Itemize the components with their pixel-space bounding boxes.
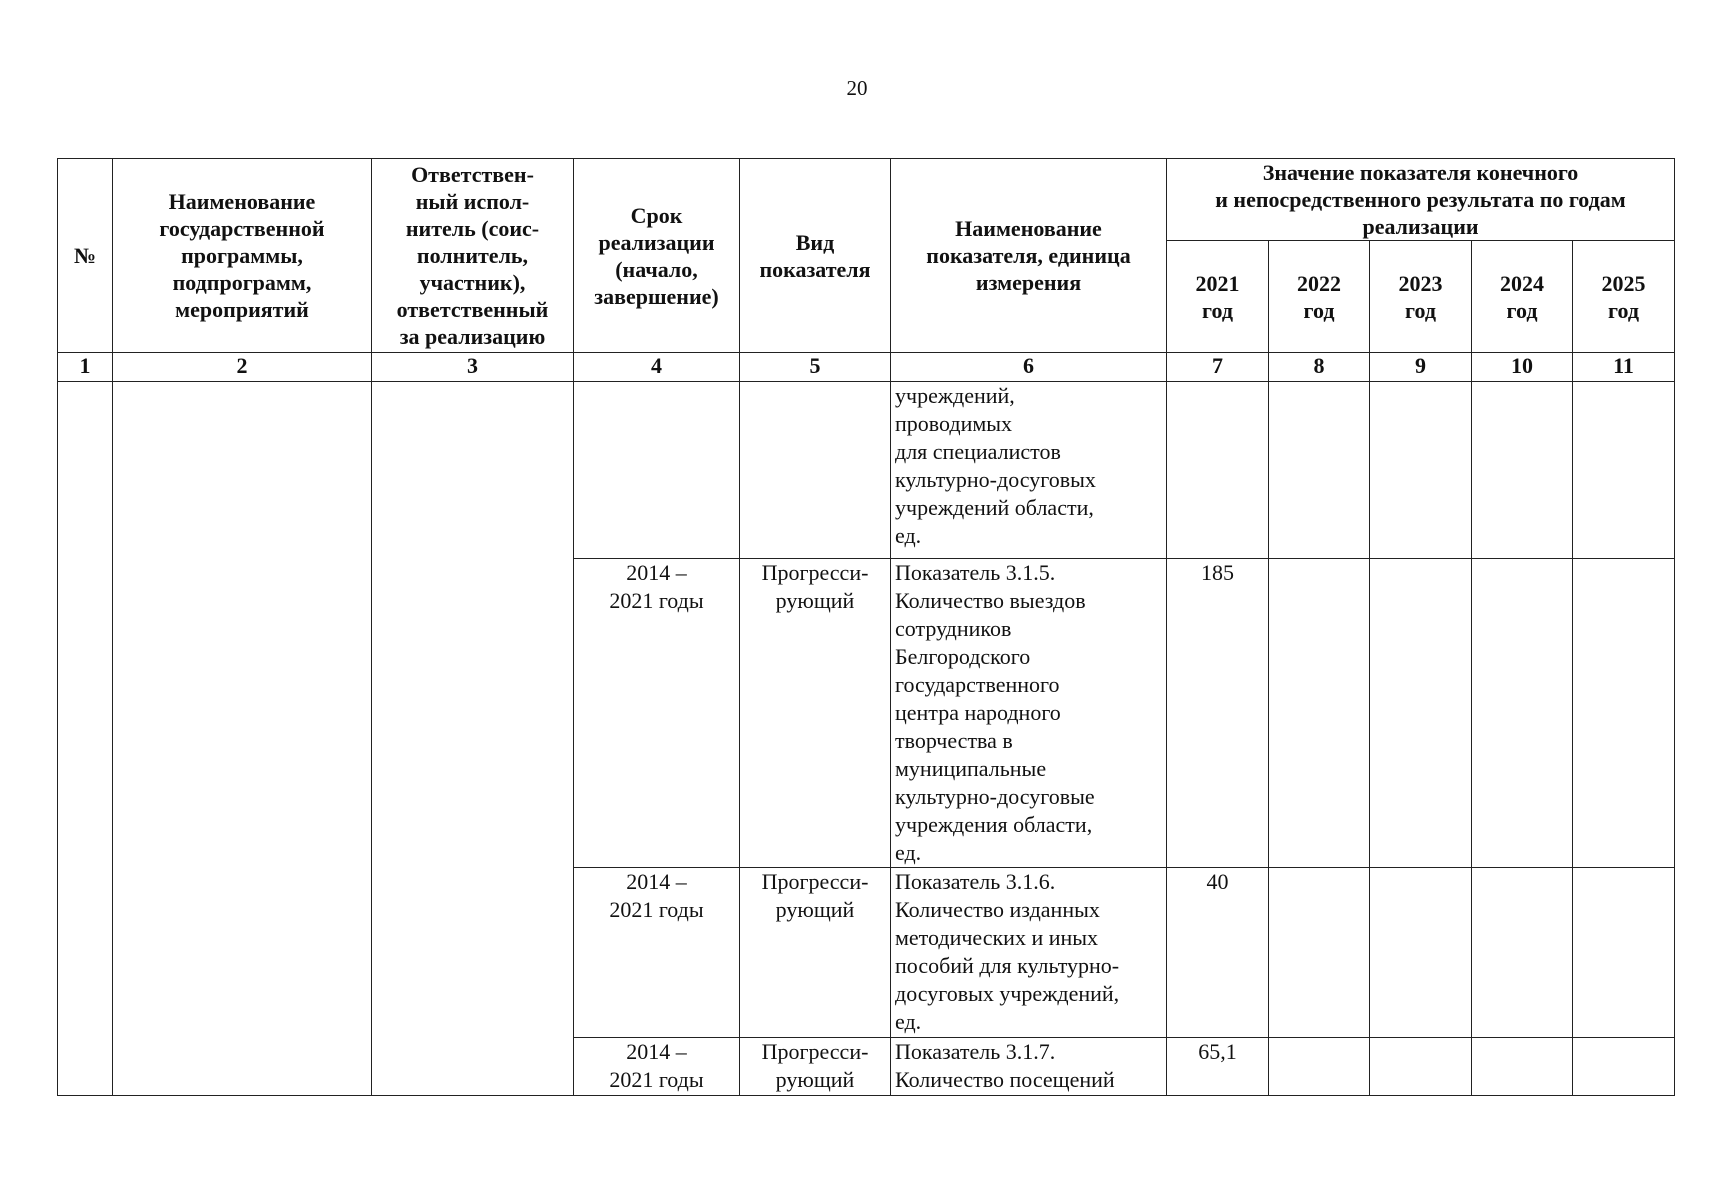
header-term: Срок реализации (начало, завершение) <box>574 159 740 353</box>
cell-value-2021: 65,1 <box>1167 1038 1269 1096</box>
cell-term <box>574 382 740 559</box>
header-indicator-type: Вид показателя <box>740 159 891 353</box>
page-number: 20 <box>846 76 868 100</box>
cell-number <box>58 382 113 1096</box>
column-number: 6 <box>891 353 1167 382</box>
cell-value-2025 <box>1573 868 1675 1038</box>
column-number: 3 <box>372 353 574 382</box>
cell-value-2021 <box>1167 382 1269 559</box>
column-number-row <box>58 353 1675 382</box>
cell-value-2023 <box>1370 868 1472 1038</box>
cell-indicator-name: Показатель 3.1.6. Количество изданных методических и иных пособий для культурно- досуговых учреждений, ед. <box>891 868 1167 1038</box>
header-year-2023: 2023 год <box>1370 241 1472 353</box>
cell-value-2023 <box>1370 1038 1472 1096</box>
cell-indicator-name: Показатель 3.1.5. Количество выездов сотрудников Белгородского государственного центра народного творчества в муниципальные культурно-досуговые учреждения области, ед. <box>891 559 1167 868</box>
cell-value-2024 <box>1472 382 1573 559</box>
header-year-2024: 2024 год <box>1472 241 1573 353</box>
header-year-2022: 2022 год <box>1269 241 1370 353</box>
column-number: 9 <box>1370 353 1472 382</box>
header-values-group: Значение показателя конечного и непосредственного результата по годам реализации <box>1167 159 1675 241</box>
cell-value-2025 <box>1573 559 1675 868</box>
cell-value-2021: 40 <box>1167 868 1269 1038</box>
table-row <box>58 382 1675 559</box>
cell-value-2025 <box>1573 1038 1675 1096</box>
cell-value-2024 <box>1472 1038 1573 1096</box>
cell-indicator-type <box>740 382 891 559</box>
cell-program-name <box>113 382 372 1096</box>
cell-value-2021: 185 <box>1167 559 1269 868</box>
cell-responsible <box>372 382 574 1096</box>
header-year-2025: 2025 год <box>1573 241 1675 353</box>
column-number: 8 <box>1269 353 1370 382</box>
header-program-name: Наименование государственной программы, подпрограмм, мероприятий <box>113 159 372 353</box>
cell-value-2024 <box>1472 559 1573 868</box>
column-number: 2 <box>113 353 372 382</box>
header-responsible: Ответствен- ный испол- нитель (соис- полнитель, участник), ответственный за реализацию <box>372 159 574 353</box>
cell-indicator-type: Прогресси- рующий <box>740 868 891 1038</box>
cell-indicator-type: Прогресси- рующий <box>740 559 891 868</box>
header-year-2021: 2021 год <box>1167 241 1269 353</box>
cell-indicator-type: Прогресси- рующий <box>740 1038 891 1096</box>
column-number: 1 <box>58 353 113 382</box>
column-number: 5 <box>740 353 891 382</box>
column-number: 10 <box>1472 353 1573 382</box>
column-number: 4 <box>574 353 740 382</box>
cell-value-2022 <box>1269 868 1370 1038</box>
column-number: 7 <box>1167 353 1269 382</box>
indicators-table <box>57 158 1675 1096</box>
cell-value-2023 <box>1370 559 1472 868</box>
cell-value-2022 <box>1269 559 1370 868</box>
cell-term: 2014 – 2021 годы <box>574 1038 740 1096</box>
cell-value-2024 <box>1472 868 1573 1038</box>
cell-term: 2014 – 2021 годы <box>574 868 740 1038</box>
cell-term: 2014 – 2021 годы <box>574 559 740 868</box>
cell-value-2022 <box>1269 1038 1370 1096</box>
cell-value-2025 <box>1573 382 1675 559</box>
cell-value-2022 <box>1269 382 1370 559</box>
cell-indicator-name: учреждений, проводимых для специалистов культурно-досуговых учреждений области, ед. <box>891 382 1167 559</box>
header-indicator-name: Наименование показателя, единица измерения <box>891 159 1167 353</box>
cell-value-2023 <box>1370 382 1472 559</box>
header-number: № <box>58 159 113 353</box>
cell-indicator-name: Показатель 3.1.7. Количество посещений <box>891 1038 1167 1096</box>
column-number: 11 <box>1573 353 1675 382</box>
